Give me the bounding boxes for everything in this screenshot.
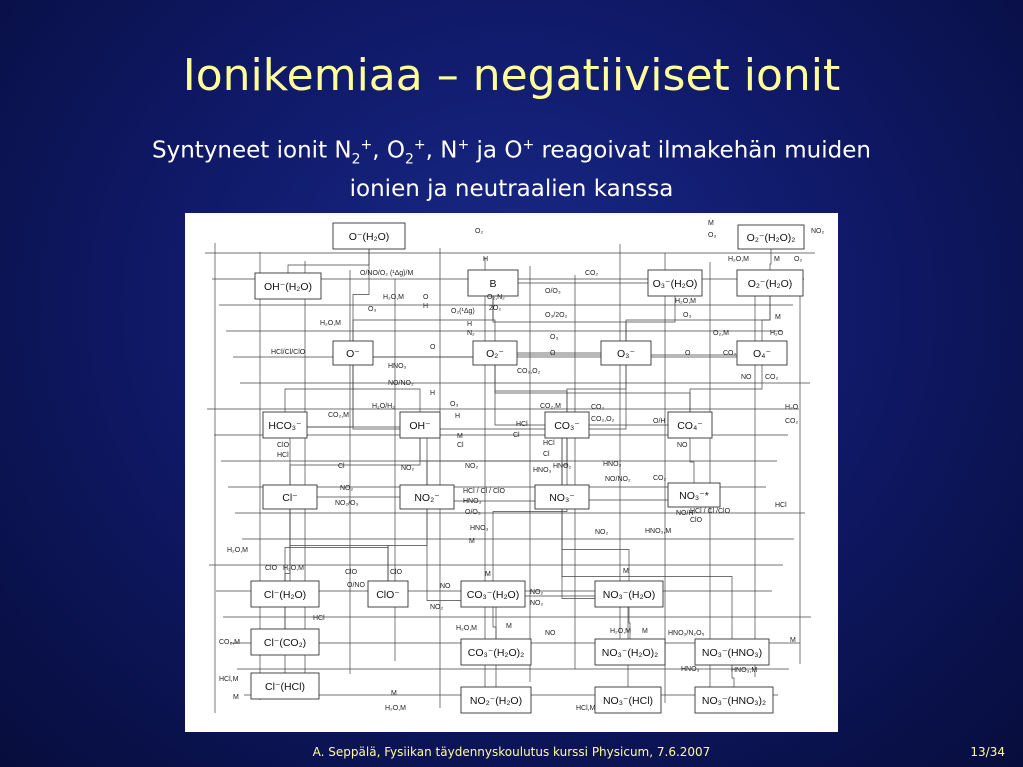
reaction-label: NO bbox=[545, 630, 556, 637]
reaction-label: ClO bbox=[277, 442, 290, 449]
species-box bbox=[251, 673, 319, 699]
species-box bbox=[400, 412, 440, 438]
reaction-label: M bbox=[642, 628, 648, 635]
reaction-label: O/H bbox=[653, 418, 666, 425]
reaction-label: ClO bbox=[690, 517, 703, 524]
reaction-arrow bbox=[562, 497, 629, 594]
reaction-label: H bbox=[430, 390, 436, 397]
reaction-label: M bbox=[391, 690, 397, 697]
species-label: NO₃⁻(HCl) bbox=[602, 695, 654, 707]
reaction-label: HCl bbox=[775, 502, 787, 509]
reaction-label: M bbox=[790, 637, 796, 644]
reaction-label: HCl,M bbox=[576, 705, 596, 712]
reaction-label: HCl bbox=[516, 421, 528, 428]
reaction-label: O₂ bbox=[794, 256, 803, 263]
reaction-label: O₃ bbox=[450, 401, 459, 408]
species-label: O₂⁻(H₂O)₂ bbox=[746, 232, 796, 244]
species-box bbox=[333, 341, 373, 365]
reaction-label: O₂,M bbox=[713, 330, 729, 337]
species-box bbox=[473, 341, 517, 365]
reaction-label: H₂O,M bbox=[610, 628, 631, 635]
reaction-label: NO bbox=[677, 442, 688, 449]
species-label: O₄⁻ bbox=[753, 348, 771, 360]
species-box bbox=[263, 485, 317, 509]
reaction-label: HNO₃ bbox=[603, 461, 622, 468]
species-label: NO₃⁻(HNO₃) bbox=[701, 647, 763, 659]
reaction-label: HNO₃ bbox=[388, 363, 407, 370]
species-label: HCO₃⁻ bbox=[268, 420, 302, 432]
reaction-label: H bbox=[483, 256, 489, 263]
reaction-label: H₂O,M bbox=[385, 705, 406, 712]
species-box bbox=[263, 412, 307, 438]
species-box bbox=[255, 273, 321, 299]
species-box bbox=[695, 639, 769, 665]
reaction-label: H₂O bbox=[785, 404, 799, 411]
species-label: NO₃⁻(HNO₃)₂ bbox=[701, 695, 767, 707]
reaction-label: HNO₃ bbox=[533, 467, 552, 474]
reaction-label: HCl / Cl / ClO bbox=[463, 488, 505, 495]
reaction-network-svg bbox=[185, 213, 838, 732]
reaction-label: NO₂ bbox=[401, 465, 415, 472]
reaction-arrow bbox=[285, 497, 290, 594]
species-box bbox=[251, 629, 319, 655]
species-box bbox=[601, 341, 651, 365]
reaction-label: M bbox=[233, 694, 239, 701]
species-box bbox=[738, 225, 804, 249]
species-label: CO₃⁻ bbox=[554, 420, 580, 432]
species-label: O₂⁻(H₂O) bbox=[747, 278, 793, 290]
reaction-label: O₃ bbox=[683, 312, 692, 319]
reaction-arrow bbox=[388, 497, 427, 594]
species-box bbox=[400, 485, 454, 509]
species-box bbox=[461, 687, 531, 713]
species-box bbox=[595, 581, 663, 607]
reaction-label: O bbox=[550, 350, 556, 357]
reaction-label: H bbox=[467, 321, 473, 328]
reaction-label: CO₂,M bbox=[219, 639, 240, 646]
reaction-label: HCl bbox=[543, 440, 555, 447]
reaction-label: H₂O bbox=[770, 330, 784, 337]
species-box bbox=[468, 270, 518, 296]
species-box bbox=[368, 581, 408, 607]
reaction-label: H bbox=[455, 413, 461, 420]
reaction-label: NO₂ bbox=[811, 228, 825, 235]
reaction-label: HNO₃ bbox=[681, 666, 700, 673]
reaction-label: M bbox=[469, 538, 475, 545]
species-box bbox=[535, 485, 589, 509]
slide-subtitle: Syntyneet ionit $N_2^+$, $O_2^+$, N+ ja O+ reagoivat ilmakehän muiden ionien ja neutraalien kanssa bbox=[152, 137, 871, 203]
reaction-label: O₃ bbox=[708, 232, 717, 239]
reaction-label: CO₂,M bbox=[328, 412, 349, 419]
reaction-label: M bbox=[623, 568, 629, 575]
species-label: NO₃⁻ bbox=[549, 492, 575, 504]
reaction-label: HNO₃/N₂O₅ bbox=[668, 630, 705, 637]
reaction-label: ClO bbox=[390, 569, 403, 576]
reaction-label: NO/NO₂ bbox=[388, 380, 414, 387]
species-box bbox=[461, 639, 531, 665]
reaction-label: NO₂ bbox=[530, 600, 544, 607]
reaction-label: NO₂/O₃ bbox=[335, 500, 359, 507]
species-box bbox=[545, 412, 589, 438]
reaction-label: NO₂ bbox=[465, 463, 479, 470]
species-label: NO₃⁻* bbox=[679, 490, 709, 502]
reaction-label: O₃/2O₂ bbox=[545, 312, 568, 319]
reaction-label: HCl bbox=[277, 452, 289, 459]
reaction-label: HNO₃,M bbox=[645, 528, 672, 535]
reaction-label: H₂O,M bbox=[728, 256, 749, 263]
species-label: O⁻(H₂O) bbox=[348, 231, 390, 243]
reaction-label: CO₂ bbox=[765, 374, 779, 381]
reaction-label: H₂O/H₂ bbox=[372, 403, 395, 410]
reaction-label: NO/H bbox=[676, 510, 694, 517]
species-label: O₃⁻ bbox=[617, 348, 635, 360]
reaction-label: O/NO bbox=[347, 582, 365, 589]
page-number: 13/34 bbox=[970, 745, 1005, 759]
species-box bbox=[333, 223, 405, 249]
reaction-label: M bbox=[774, 256, 780, 263]
reaction-label: M bbox=[708, 220, 714, 227]
slide-title: Ionikemiaa – negatiiviset ionit bbox=[182, 50, 841, 101]
species-label: Cl⁻ bbox=[282, 492, 298, 504]
species-label: CO₃⁻(H₂O) bbox=[466, 589, 520, 601]
reaction-label: Cl bbox=[543, 451, 550, 458]
reaction-arrow bbox=[353, 236, 369, 353]
reaction-label: M bbox=[485, 571, 491, 578]
reaction-label: HCl bbox=[313, 615, 325, 622]
reaction-label: O/O₃ bbox=[545, 288, 561, 295]
reaction-label: O₂ bbox=[475, 228, 484, 235]
reaction-label: HCl,M bbox=[219, 676, 239, 683]
reaction-label: CO₂,M bbox=[540, 403, 561, 410]
species-label: NO₃⁻(H₂O)₂ bbox=[601, 647, 659, 659]
reaction-label: M bbox=[775, 314, 781, 321]
reaction-label: HCl/Cl/ClO bbox=[271, 349, 306, 356]
reaction-label: O₂,N₂ bbox=[487, 294, 505, 301]
reaction-label: O bbox=[685, 350, 691, 357]
reaction-label: HNO₃,M bbox=[731, 667, 758, 674]
reaction-label: NO₂ bbox=[430, 604, 444, 611]
species-label: OH⁻ bbox=[409, 420, 431, 432]
species-box bbox=[737, 270, 803, 296]
reaction-label: 2O₂ bbox=[489, 305, 502, 312]
reaction-label: N₂ bbox=[467, 330, 475, 337]
reaction-label: CO₂ bbox=[653, 475, 667, 482]
reaction-label: NO/NO₂ bbox=[605, 476, 631, 483]
reaction-label: CO₂ bbox=[591, 404, 605, 411]
species-box bbox=[595, 639, 665, 665]
species-label: Cl⁻(CO₂) bbox=[263, 637, 307, 649]
reaction-label: H₂O,M bbox=[283, 565, 304, 572]
reaction-diagram bbox=[185, 213, 838, 732]
species-label: NO₂⁻ bbox=[414, 492, 440, 504]
reaction-label: NO₂ bbox=[530, 589, 544, 596]
species-label: Cl⁻(HCl) bbox=[265, 681, 305, 693]
reaction-label: HNO₃ bbox=[463, 498, 482, 505]
species-box bbox=[595, 687, 661, 713]
reaction-label: Cl bbox=[513, 432, 520, 439]
reaction-label: H₂O,M bbox=[456, 625, 477, 632]
reaction-label: Cl bbox=[457, 442, 464, 449]
species-box bbox=[648, 270, 702, 296]
species-label: B bbox=[489, 278, 497, 290]
species-label: O⁻ bbox=[346, 348, 360, 360]
reaction-label: H₂O,M bbox=[227, 547, 248, 554]
species-label: OH⁻(H₂O) bbox=[263, 281, 313, 293]
species-label: O₃⁻(H₂O) bbox=[652, 278, 698, 290]
species-box bbox=[668, 483, 720, 507]
species-label: NO₃⁻(H₂O) bbox=[602, 589, 656, 601]
reaction-label: O₃ bbox=[368, 306, 377, 313]
species-box bbox=[695, 687, 773, 713]
species-label: CO₃⁻(H₂O)₂ bbox=[467, 647, 525, 659]
reaction-label: HNO₃ bbox=[470, 525, 489, 532]
reaction-label: H₂O,M bbox=[675, 298, 696, 305]
reaction-label: ClO bbox=[345, 569, 358, 576]
reaction-label: O₃ bbox=[550, 334, 559, 341]
reaction-label: HNO₂ bbox=[553, 463, 572, 470]
reaction-label: NO₂ bbox=[340, 485, 354, 492]
species-label: NO₂⁻(H₂O) bbox=[469, 695, 523, 707]
species-box bbox=[737, 341, 787, 365]
reaction-label: CO₂,O₂ bbox=[591, 416, 615, 423]
reaction-label: ClO bbox=[265, 565, 278, 572]
slide-footer: A. Seppälä, Fysiikan täydennyskoulutus kurssi Physicum, 7.6.2007 bbox=[312, 745, 711, 759]
reaction-label: H₂O,M bbox=[383, 294, 404, 301]
reaction-label: NO bbox=[440, 583, 451, 590]
reaction-label: NO bbox=[741, 374, 752, 381]
reaction-label: CO₂ bbox=[585, 270, 599, 277]
reaction-label: O/O₃ bbox=[465, 509, 481, 516]
reaction-label: O₂(¹Δg) bbox=[451, 308, 475, 315]
reaction-label: M bbox=[457, 433, 463, 440]
reaction-label: H₂O,M bbox=[320, 320, 341, 327]
reaction-label: CO₂ bbox=[723, 350, 737, 357]
species-label: O₂⁻ bbox=[486, 348, 504, 360]
reaction-label: NO₂ bbox=[595, 529, 609, 536]
species-label: Cl⁻(H₂O) bbox=[263, 589, 307, 601]
species-box bbox=[251, 581, 319, 607]
reaction-label: HCl / Cl /ClO bbox=[690, 508, 731, 515]
reaction-label: M bbox=[506, 623, 512, 630]
species-label: CO₄⁻ bbox=[677, 420, 703, 432]
reaction-label: Cl bbox=[338, 463, 345, 470]
reaction-label: CO₂ bbox=[785, 418, 799, 425]
reaction-label: O bbox=[423, 294, 429, 301]
species-label: ClO⁻ bbox=[376, 589, 400, 601]
species-box bbox=[668, 412, 712, 438]
reaction-label: O/NO/O₂ (¹Δg)/M bbox=[360, 270, 414, 277]
reaction-label: O bbox=[430, 344, 436, 351]
reaction-label: CO₂,O₂ bbox=[517, 368, 541, 375]
species-box bbox=[461, 581, 525, 607]
reaction-label: H bbox=[423, 303, 429, 310]
